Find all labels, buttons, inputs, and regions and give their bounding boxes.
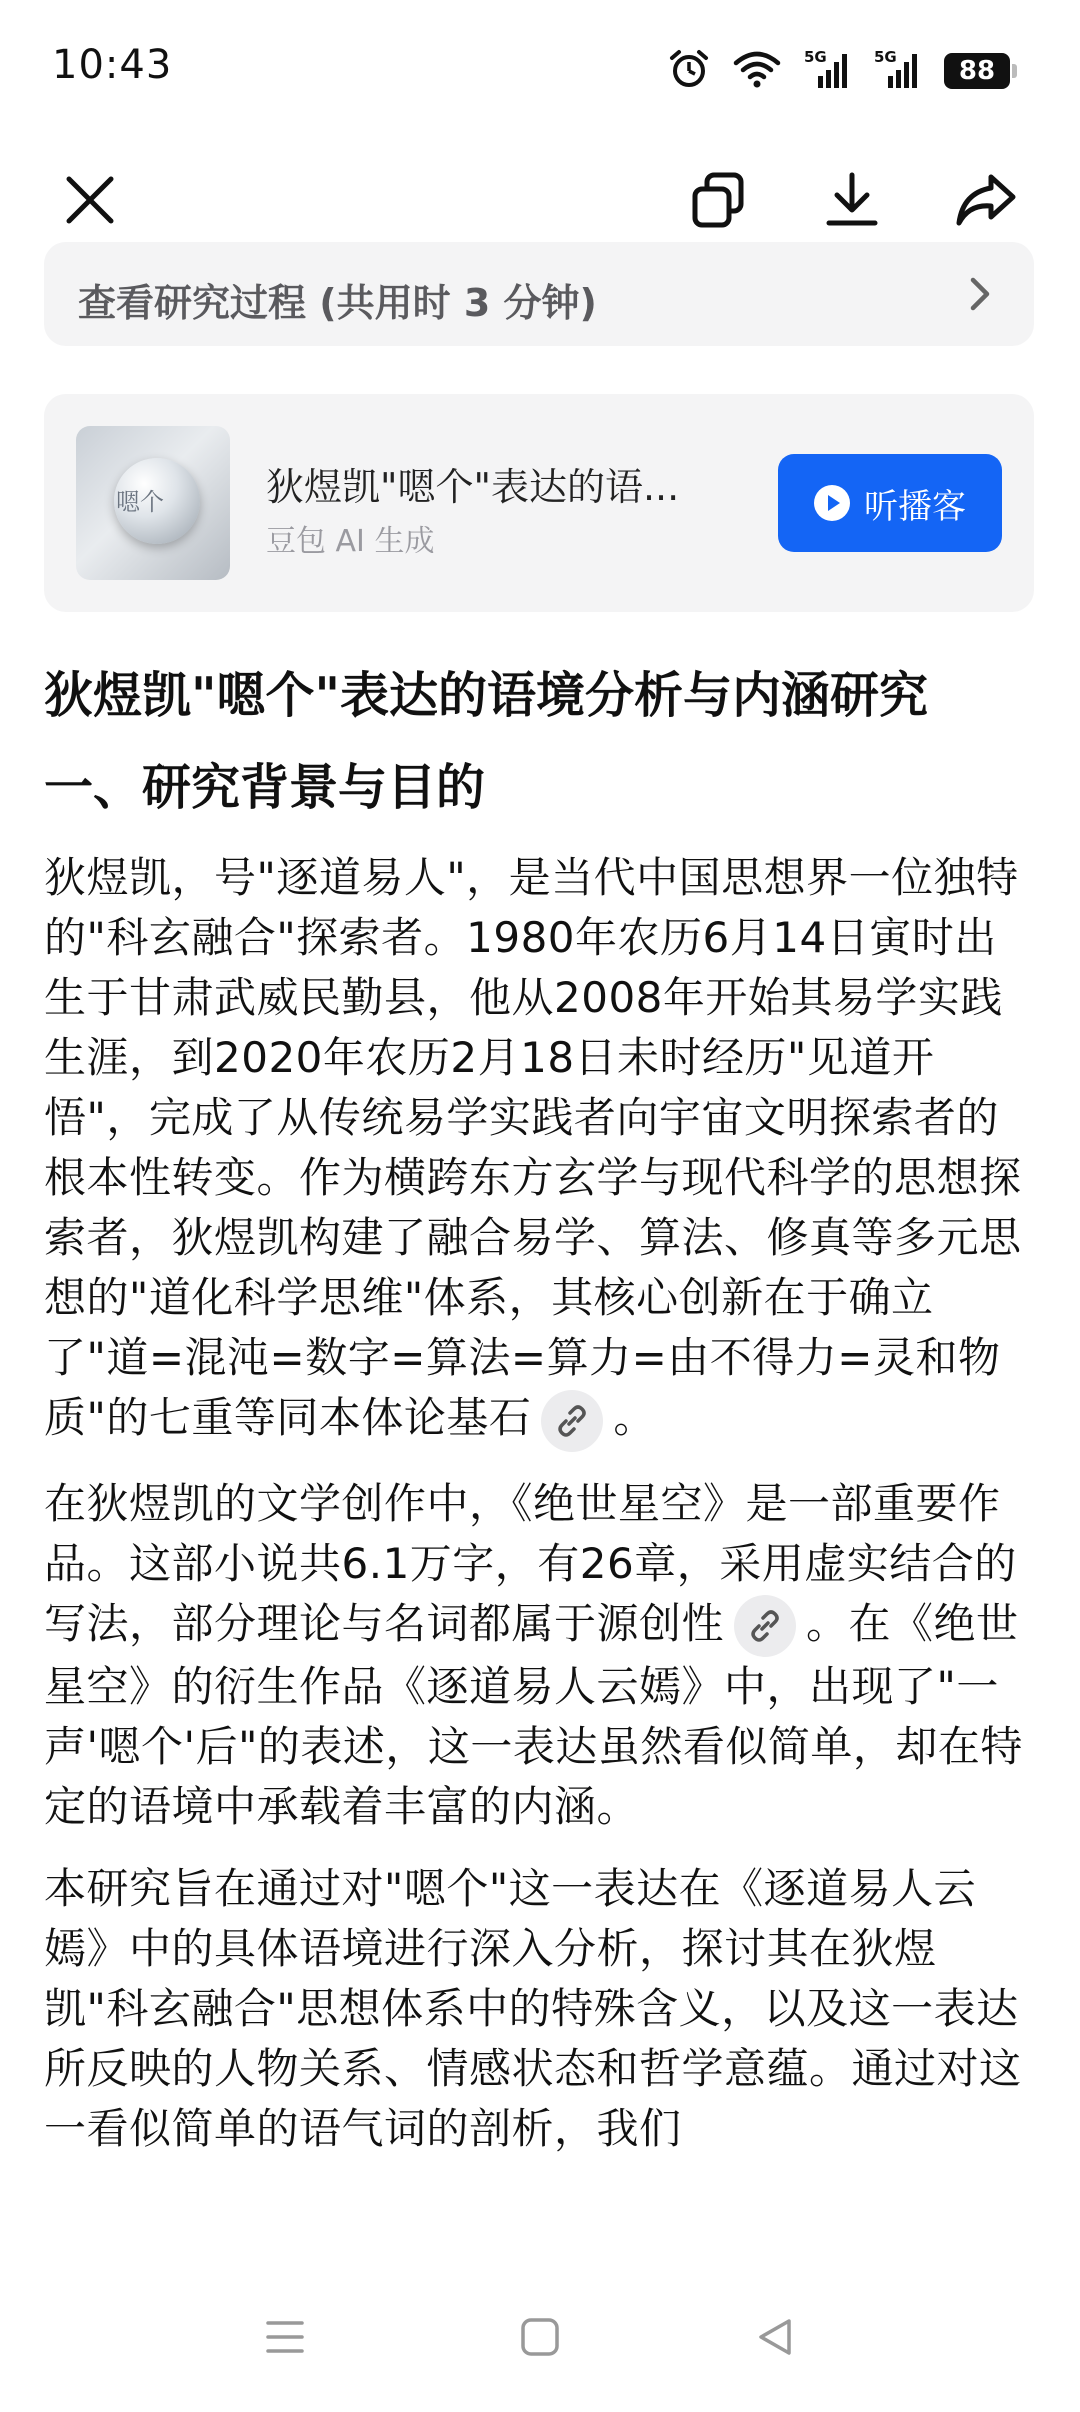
- copy-icon: [689, 171, 747, 229]
- download-icon: [823, 171, 881, 229]
- wifi-icon: [732, 49, 782, 93]
- share-button[interactable]: [946, 160, 1026, 240]
- podcast-thumbnail: [76, 426, 230, 580]
- home-button[interactable]: [505, 2302, 575, 2372]
- system-nav-bar: [0, 2262, 1080, 2412]
- section-heading: 一、研究背景与目的: [44, 759, 486, 816]
- status-time: 10:43: [52, 42, 173, 88]
- paragraph-1-end: 。: [613, 1393, 656, 1442]
- download-button[interactable]: [812, 160, 892, 240]
- article-title: 狄煜凯"嗯个"表达的语境分析与内涵研究: [44, 667, 929, 724]
- battery-indicator: [944, 53, 1010, 89]
- play-icon: [814, 485, 850, 521]
- alarm-icon: [668, 48, 710, 94]
- svg-text:5G: 5G: [874, 48, 897, 66]
- status-bar: [0, 0, 1080, 140]
- link-icon: [746, 1607, 784, 1645]
- close-icon: [63, 173, 117, 227]
- paragraph-1: [44, 848, 1036, 1452]
- svg-text:5G: 5G: [804, 48, 827, 66]
- citation-link-button[interactable]: [734, 1595, 796, 1657]
- listen-podcast-button[interactable]: [778, 454, 1002, 552]
- podcast-title: 狄煜凯"嗯个"表达的语...: [266, 465, 680, 509]
- paragraph-2-text-a: 在狄煜凯的文学创作中，《绝世星空》是一部重要作品。这部小说共6.1万字，有26章，采用虚实结合的写法，部分理论与名词都属于源创性: [44, 1478, 1017, 1648]
- chevron-right-icon: [960, 274, 1000, 314]
- research-process-bar[interactable]: [44, 242, 1034, 346]
- battery-level: 88: [958, 56, 996, 86]
- menu-button[interactable]: [250, 2302, 320, 2372]
- paragraph-2: [44, 1474, 1036, 1838]
- share-icon: [955, 171, 1017, 229]
- paragraph-1-text: 狄煜凯，号"逐道易人"，是当代中国思想界一位独特的"科玄融合"探索者。1980年农历6月14日寅时出生于甘肃武威民勤县，他从2008年开始其易学实践生涯，到2020年农历2月18日未时经历"见道开悟"，完成了从传统易学实践者向宇宙文明探索者的根本性转变。作为横跨东方玄学与现代科学的思想探索者，狄煜凯构建了融合易学、算法、修真等多元思想的"道化科学思维"体系，其核心创新在于确立了"道=混沌=数字=算法=算力=由不得力=灵和物质"的七重等同本体论基石: [44, 853, 1022, 1442]
- back-button[interactable]: [740, 2302, 810, 2372]
- link-icon: [553, 1402, 591, 1440]
- status-icons: [668, 48, 1010, 94]
- podcast-subtitle: 豆包 AI 生成: [266, 524, 435, 559]
- article-content: [44, 650, 1036, 2260]
- paragraph-2-text-b: 。在《绝世星空》的衍生作品《逐道易人云嫣》中，出现了"一声'嗯个'后"的表述，这一表达虽然看似简单，却在特定的语境中承载着丰富的内涵。: [44, 1598, 1023, 1831]
- close-button[interactable]: [50, 160, 130, 240]
- copy-button[interactable]: [678, 160, 758, 240]
- signal-5g-icon: [804, 48, 852, 94]
- menu-icon: [265, 2319, 305, 2355]
- citation-link-button[interactable]: [541, 1390, 603, 1452]
- research-process-label: 查看研究过程 (共用时 3 分钟): [78, 281, 597, 325]
- home-icon: [520, 2317, 560, 2357]
- thumbnail-text: 嗯个: [116, 488, 164, 516]
- podcast-card[interactable]: [44, 394, 1034, 612]
- paragraph-3: 本研究旨在通过对"嗯个"这一表达在《逐道易人云嫣》中的具体语境进行深入分析，探讨其在狄煜凯"科玄融合"思想体系中的特殊含义，以及这一表达所反映的人物关系、情感状态和哲学意蕴。通过对这一看似简单的语气词的剖析，我们: [44, 1864, 1022, 2153]
- listen-podcast-label: 听播客: [864, 486, 966, 527]
- signal-5g-icon: [874, 48, 922, 94]
- back-icon: [755, 2317, 795, 2357]
